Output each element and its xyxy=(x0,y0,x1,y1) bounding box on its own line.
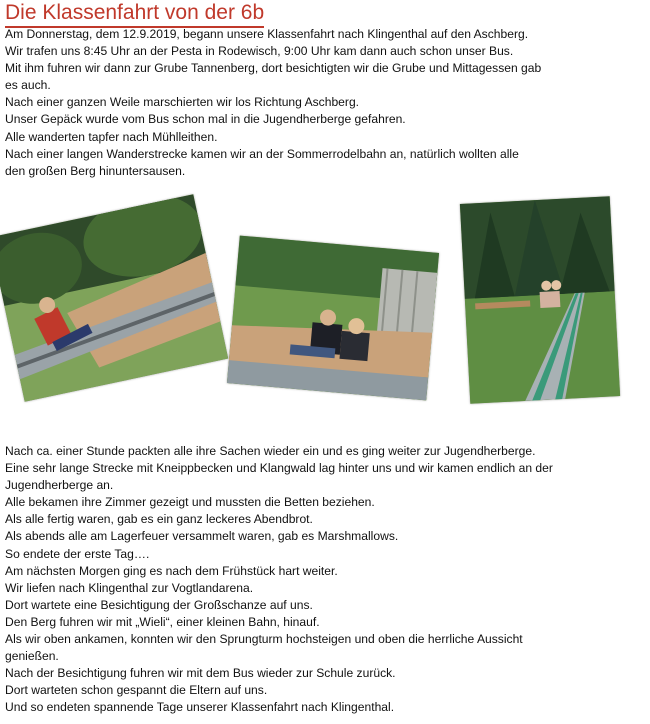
text-line: Als abends alle am Lagerfeuer versammelt waren, gab es Marshmallows. xyxy=(5,529,399,544)
text-line: Als wir oben ankamen, konnten wir den Sprungturm hochsteigen und oben die herrliche Aussicht xyxy=(5,632,523,647)
text-line: Nach ca. einer Stunde packten alle ihre Sachen wieder ein und es ging weiter zur Jugendherberge. xyxy=(5,444,536,458)
text-line: Nach einer ganzen Weile marschierten wir los Richtung Aschberg. xyxy=(5,95,360,110)
text-line: Unser Gepäck wurde vom Bus schon mal in die Jugendherberge gefahren. xyxy=(5,112,406,127)
text-line: Alle bekamen ihre Zimmer gezeigt und mussten die Betten beziehen. xyxy=(5,495,375,510)
text-line: Mit ihm fuhren wir dann zur Grube Tannenberg, dort besichtigten wir die Grube und Mittagessen gab xyxy=(5,61,542,76)
text-line: So endete der erste Tag…. xyxy=(5,546,150,561)
text-line: Alle wanderten tapfer nach Mühlleithen. xyxy=(5,129,218,144)
main-paragraph xyxy=(5,443,630,717)
toboggan-photo-2-image xyxy=(227,236,439,401)
toboggan-photo-1 xyxy=(0,194,228,402)
text-line: Am Donnerstag, dem 12.9.2019, begann unsere Klassenfahrt nach Klingenthal auf den Aschberg. xyxy=(5,27,529,41)
toboggan-photo-3 xyxy=(460,196,620,404)
toboggan-photo-1-image xyxy=(0,194,228,402)
page-title: Die Klassenfahrt von der 6b xyxy=(5,0,264,28)
text-line: Nach der Besichtigung fuhren wir mit dem Bus wieder zur Schule zurück. xyxy=(5,666,396,681)
text-line: Dort wartete eine Besichtigung der Großschanze auf uns. xyxy=(5,597,313,612)
intro-paragraph xyxy=(5,26,630,180)
text-line: Wir liefen nach Klingenthal zur Vogtlandarena. xyxy=(5,580,254,595)
text-line: genießen. xyxy=(5,649,59,664)
text-line: Dort warteten schon gespannt die Eltern auf uns. xyxy=(5,683,268,698)
toboggan-photo-2 xyxy=(227,236,439,401)
text-line: Wir trafen uns 8:45 Uhr an der Pesta in Rodewisch, 9:00 Uhr kam dann auch schon unser Bus. xyxy=(5,44,514,59)
text-line: es auch. xyxy=(5,78,51,93)
text-line: Jugendherberge an. xyxy=(5,478,114,493)
text-line: Und so endeten spannende Tage unserer Klassenfahrt nach Klingenthal. xyxy=(5,700,395,715)
toboggan-photo-3-image xyxy=(460,196,620,404)
text-line: Als alle fertig waren, gab es ein ganz leckeres Abendbrot. xyxy=(5,512,313,527)
text-line: Am nächsten Morgen ging es nach dem Frühstück hart weiter. xyxy=(5,563,338,578)
text-line: Eine sehr lange Strecke mit Kneippbecken und Klangwald lag hinter uns und wir kamen endlich an der xyxy=(5,461,553,476)
text-line: Nach einer langen Wanderstrecke kamen wir an der Sommerrodelbahn an, natürlich wollten alle xyxy=(5,146,519,161)
text-line: Den Berg fuhren wir mit „Wieli“, einer kleinen Bahn, hinauf. xyxy=(5,614,320,629)
text-line: den großen Berg hinuntersausen. xyxy=(5,163,186,178)
